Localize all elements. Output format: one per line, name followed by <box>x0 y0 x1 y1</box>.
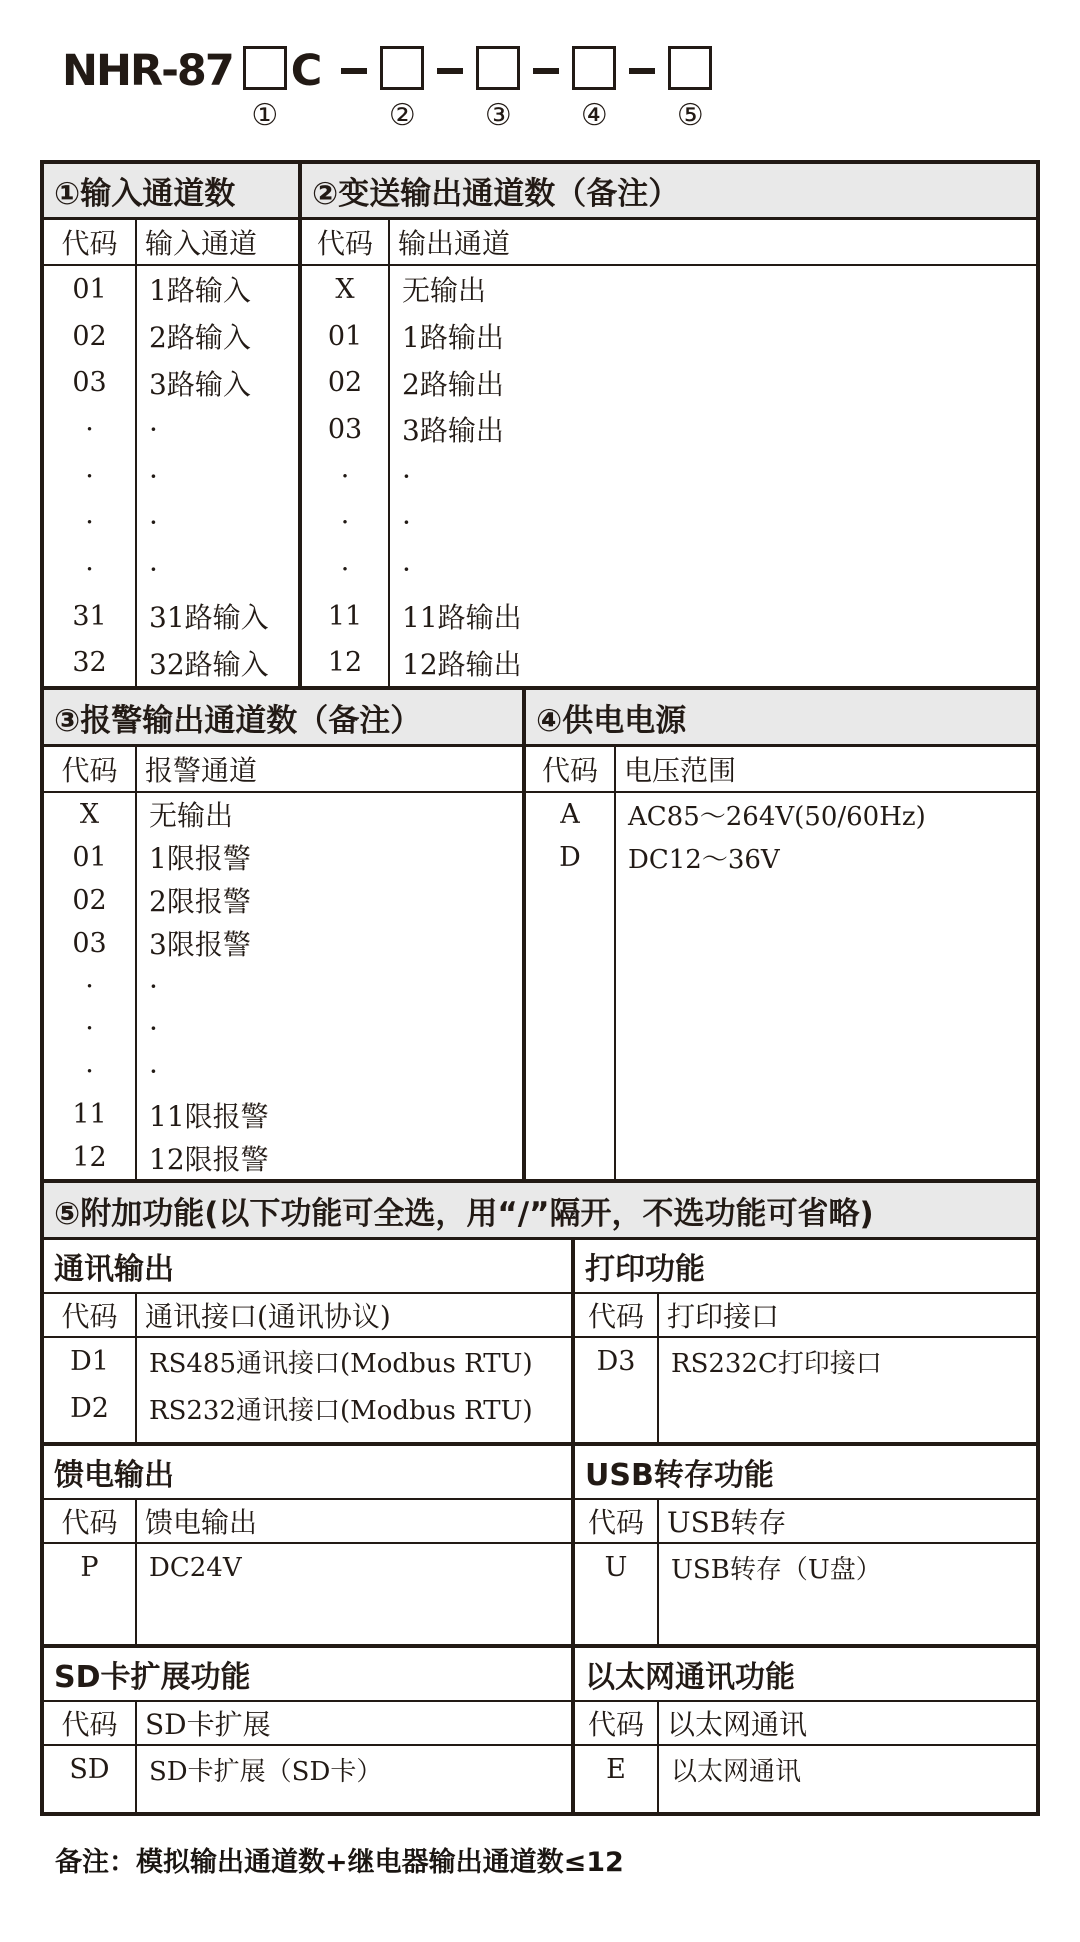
code-cell: · <box>85 413 94 445</box>
label-cell: RS232通讯接口(Modbus RTU) <box>149 1396 533 1426</box>
block3-right-title: 以太网通讯功能 <box>585 1660 795 1695</box>
label-cell: DC12～36V <box>628 845 780 875</box>
code-cell: 01 <box>72 273 107 305</box>
label-cell: 31路输入 <box>149 601 269 635</box>
block2-right-code-header: 代码 <box>575 1500 659 1542</box>
s1-left-code-header: 代码 <box>44 220 137 264</box>
block1-data-area <box>44 1338 1036 1446</box>
block1-right-code-column <box>575 1338 659 1442</box>
model-box-3 <box>476 46 520 90</box>
block3-right-label-column <box>659 1746 1036 1812</box>
code-cell: 12 <box>327 647 363 679</box>
s2-left-code-header: 代码 <box>44 747 137 791</box>
s1-left-title: ①输入通道数 <box>44 164 302 217</box>
block1-left-title: 通讯输出 <box>44 1240 575 1292</box>
code-cell: · <box>340 507 350 539</box>
block2-left-label-column <box>137 1544 575 1644</box>
code-cell: 01 <box>327 320 363 352</box>
label-cell: 2路输入 <box>149 321 251 354</box>
label-cell: · <box>402 506 411 540</box>
block2-header-row <box>44 1446 1036 1500</box>
label-cell: 1路输出 <box>402 321 504 354</box>
model-slot-3 <box>476 46 520 132</box>
s2-right-label-column <box>616 793 1036 1179</box>
code-cell: D3 <box>596 1346 636 1377</box>
model-box-2 <box>380 46 424 90</box>
code-cell: SD <box>69 1754 110 1785</box>
s1-left-label-header: 输入通道 <box>137 220 302 264</box>
code-cell: 02 <box>72 320 107 352</box>
block1-left-label-column <box>137 1338 575 1442</box>
block1-left-label-header: 通讯接口(通讯协议) <box>137 1294 575 1336</box>
code-cell: 03 <box>72 927 107 959</box>
block2-left-code-column <box>44 1544 137 1644</box>
label-cell: 3路输入 <box>149 367 251 401</box>
code-cell: · <box>85 1013 94 1045</box>
code-cell: 12 <box>72 1142 107 1174</box>
code-cell: E <box>606 1754 626 1785</box>
s1-right-code-header: 代码 <box>302 220 390 264</box>
model-box-1 <box>243 46 287 90</box>
model-slot-4 <box>572 46 616 132</box>
code-cell: U <box>604 1552 628 1583</box>
s2-left-label-column <box>137 793 526 1179</box>
label-cell: 以太网通讯 <box>671 1757 802 1787</box>
circled-number-3: ③ <box>484 98 512 133</box>
code-cell: P <box>80 1552 99 1583</box>
label-cell: · <box>149 552 158 586</box>
label-cell: 2路输出 <box>402 367 504 401</box>
s2-right-code-header: 代码 <box>526 747 616 791</box>
s1-left-label-column <box>137 266 302 686</box>
label-cell: 1限报警 <box>149 842 251 876</box>
code-cell: D <box>559 842 581 873</box>
code-cell: · <box>340 460 350 492</box>
label-cell: SD卡扩展（SD卡） <box>149 1757 383 1787</box>
remark-note: 备注：模拟输出通道数+继电器输出通道数≤12 <box>55 1847 624 1878</box>
selection-table <box>40 160 1040 1816</box>
s2-header-row <box>44 690 1036 747</box>
code-cell: D2 <box>70 1393 109 1424</box>
model-box-4 <box>572 46 616 90</box>
label-cell: 1路输入 <box>149 274 251 308</box>
code-cell: · <box>340 553 350 585</box>
block3-data-area <box>44 1746 1036 1812</box>
s1-subheader-row <box>44 220 1036 266</box>
label-cell: 无输出 <box>149 799 234 833</box>
block3-left-code-header: 代码 <box>44 1702 137 1744</box>
code-cell: 02 <box>72 884 107 916</box>
label-cell: · <box>149 506 158 540</box>
block2-left-label-header: 馈电输出 <box>137 1500 575 1542</box>
block2-right-title: USB转存功能 <box>585 1458 774 1493</box>
block3-left-label-column <box>137 1746 575 1812</box>
s2-left-code-column <box>44 793 137 1179</box>
label-cell: AC85～264V(50/60Hz) <box>628 802 926 832</box>
s1-header-row <box>44 164 1036 220</box>
label-cell: USB转存（U盘） <box>671 1555 882 1585</box>
s2-left-label-header: 报警通道 <box>137 747 526 791</box>
code-cell: D1 <box>70 1346 109 1377</box>
block1-subheader-row <box>44 1294 1036 1338</box>
model-slot-5 <box>668 46 712 132</box>
label-cell: · <box>149 1012 158 1046</box>
code-cell: 11 <box>72 1099 107 1131</box>
s1-right-label-header: 输出通道 <box>398 227 511 260</box>
label-cell: DC24V <box>149 1552 242 1583</box>
label-cell: · <box>149 459 158 493</box>
code-cell: 32 <box>72 647 107 679</box>
s2-left-title: ③报警输出通道数（备注） <box>44 690 526 744</box>
model-code-line <box>62 46 712 132</box>
circled-number-1: ① <box>251 98 279 133</box>
code-cell: 01 <box>72 841 107 873</box>
s2-right-code-column <box>526 793 616 1179</box>
block1-header-row <box>44 1240 1036 1294</box>
code-cell: · <box>85 553 94 585</box>
block1-right-title: 打印功能 <box>585 1252 705 1287</box>
s1-data-area <box>44 266 1036 690</box>
block3-subheader-row <box>44 1702 1036 1746</box>
code-cell: · <box>85 507 94 539</box>
code-cell: · <box>85 970 94 1002</box>
s3-title: ⑤附加功能(以下功能可全选，用“/”隔开，不选功能可省略) <box>54 1195 874 1232</box>
label-cell: 32路输入 <box>149 647 269 681</box>
block2-right-label-header: USB转存 <box>667 1506 787 1539</box>
code-cell: 03 <box>327 413 363 445</box>
block2-right-code-column <box>575 1544 659 1644</box>
dash-separator <box>533 68 559 74</box>
s1-right-label-column <box>390 266 1036 686</box>
s1-right-code-column <box>302 266 390 686</box>
label-cell: RS232C打印接口 <box>671 1349 882 1379</box>
dash-separator <box>341 68 367 74</box>
block2-right-label-column <box>659 1544 1036 1644</box>
s2-right-title: ④供电电源 <box>536 702 687 739</box>
block3-left-code-column <box>44 1746 137 1812</box>
block2-subheader-row <box>44 1500 1036 1544</box>
block3-right-code-column <box>575 1746 659 1812</box>
label-cell: RS485通讯接口(Modbus RTU) <box>149 1349 533 1379</box>
label-cell: 2限报警 <box>149 885 251 919</box>
block3-right-code-header: 代码 <box>575 1702 659 1744</box>
model-box-5 <box>668 46 712 90</box>
block1-right-label-column <box>659 1338 1036 1442</box>
block1-left-code-header: 代码 <box>44 1294 137 1336</box>
label-cell: · <box>149 969 158 1003</box>
dash-separator <box>437 68 463 74</box>
block2-left-code-header: 代码 <box>44 1500 137 1542</box>
code-cell: 31 <box>72 600 107 632</box>
model-prefix: NHR-87 <box>62 46 233 96</box>
code-cell: 11 <box>327 600 363 632</box>
block3-left-label-header: SD卡扩展 <box>137 1702 575 1744</box>
code-cell: · <box>85 1056 94 1088</box>
circled-number-4: ④ <box>580 98 608 133</box>
model-slot-2 <box>380 46 424 132</box>
code-cell: 03 <box>72 367 107 399</box>
s2-right-label-header: 电压范围 <box>624 754 737 787</box>
block3-header-row <box>44 1648 1036 1702</box>
s3-header-row <box>44 1183 1036 1240</box>
code-cell: X <box>335 273 355 305</box>
s2-subheader-row <box>44 747 1036 793</box>
block2-data-area <box>44 1544 1036 1648</box>
block3-right-label-header: 以太网通讯 <box>667 1708 808 1741</box>
block2-left-title: 馈电输出 <box>44 1446 575 1498</box>
block1-right-label-header: 打印接口 <box>667 1300 780 1333</box>
label-cell: 3路输出 <box>402 414 504 448</box>
label-cell: 无输出 <box>402 274 487 308</box>
block1-right-code-header: 代码 <box>575 1294 659 1336</box>
s1-left-code-column <box>44 266 137 686</box>
label-cell: · <box>402 459 411 493</box>
label-cell: 3限报警 <box>149 928 251 962</box>
code-cell: A <box>560 799 580 830</box>
code-cell: 02 <box>327 367 363 399</box>
label-cell: 12路输出 <box>402 647 522 681</box>
dash-separator <box>629 68 655 74</box>
code-cell: X <box>79 798 100 830</box>
block3-left-title: SD卡扩展功能 <box>44 1648 575 1700</box>
code-cell: · <box>85 460 94 492</box>
label-cell: · <box>402 552 411 586</box>
block1-left-code-column <box>44 1338 137 1442</box>
circled-number-5: ⑤ <box>676 98 704 133</box>
label-cell: 12限报警 <box>149 1142 269 1176</box>
model-slot-1 <box>243 46 287 132</box>
label-cell: · <box>149 412 158 446</box>
label-cell: 11路输出 <box>402 601 522 635</box>
label-cell: · <box>149 1055 158 1089</box>
model-fixed-code: C <box>290 46 323 96</box>
s1-right-title: ②变送输出通道数（备注） <box>312 176 680 212</box>
label-cell: 11限报警 <box>149 1099 269 1133</box>
s2-data-area <box>44 793 1036 1183</box>
circled-number-2: ② <box>388 98 416 133</box>
